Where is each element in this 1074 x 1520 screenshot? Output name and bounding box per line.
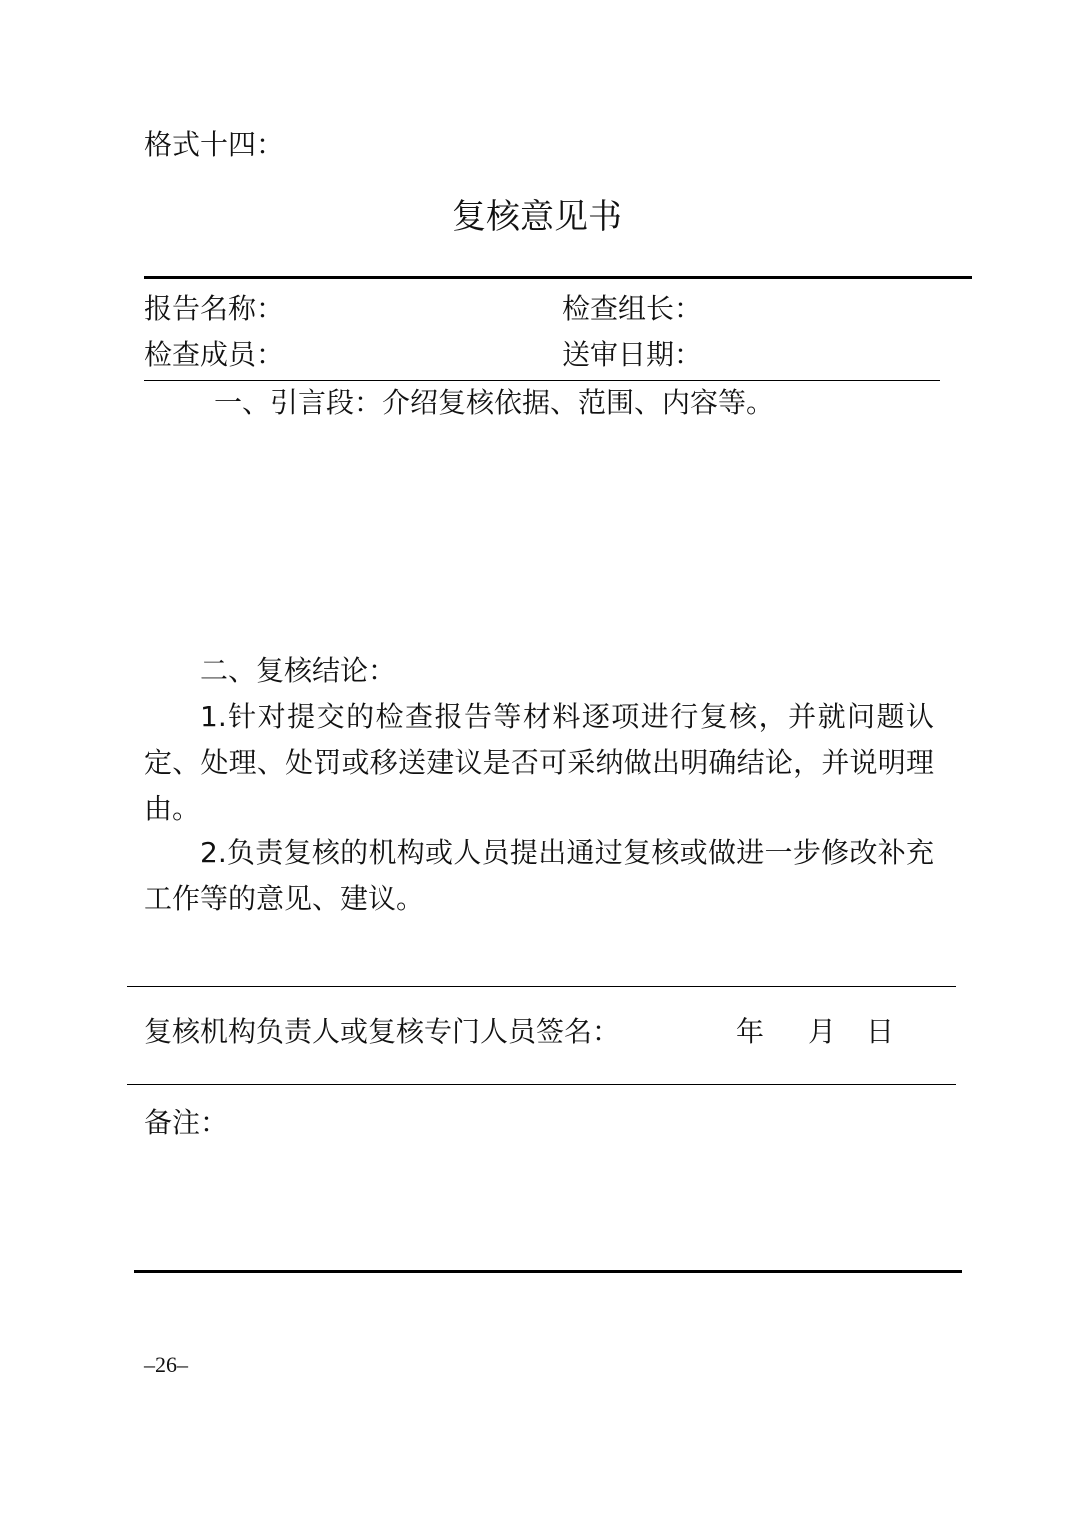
section-intro: 一、引言段：介绍复核依据、范围、内容等。 <box>214 386 775 419</box>
date-month: 月 <box>808 1015 837 1048</box>
submit-date-label: 送审日期： <box>562 338 703 371</box>
header-thin-rule <box>144 380 940 381</box>
top-thick-rule <box>144 276 972 279</box>
date-day: 日 <box>866 1015 895 1048</box>
signature-bottom-rule <box>127 1084 956 1085</box>
report-name-label: 报告名称： <box>144 292 285 325</box>
document-title: 复核意见书 <box>452 197 622 237</box>
remarks-label: 备注： <box>144 1106 229 1139</box>
conclusion-item-2: 2.负责复核的机构或人员提出通过复核或做进一步修改补充工作等的意见、建议。 <box>144 836 934 915</box>
signature-top-rule <box>127 986 956 987</box>
bottom-thick-rule <box>134 1270 962 1273</box>
group-leader-label: 检查组长： <box>562 292 703 325</box>
section-conclusion-title: 二、复核结论： <box>200 654 397 687</box>
signature-label: 复核机构负责人或复核专门人员签名： <box>144 1015 621 1048</box>
format-label: 格式十四： <box>144 128 285 161</box>
members-label: 检查成员： <box>144 338 285 371</box>
date-year: 年 <box>736 1015 765 1048</box>
conclusion-item-1: 1.针对提交的检查报告等材料逐项进行复核，并就问题认定、处理、处罚或移送建议是否可采纳做出明确结论，并说明理由。 <box>144 700 934 825</box>
page-number: –26– <box>144 1352 188 1377</box>
